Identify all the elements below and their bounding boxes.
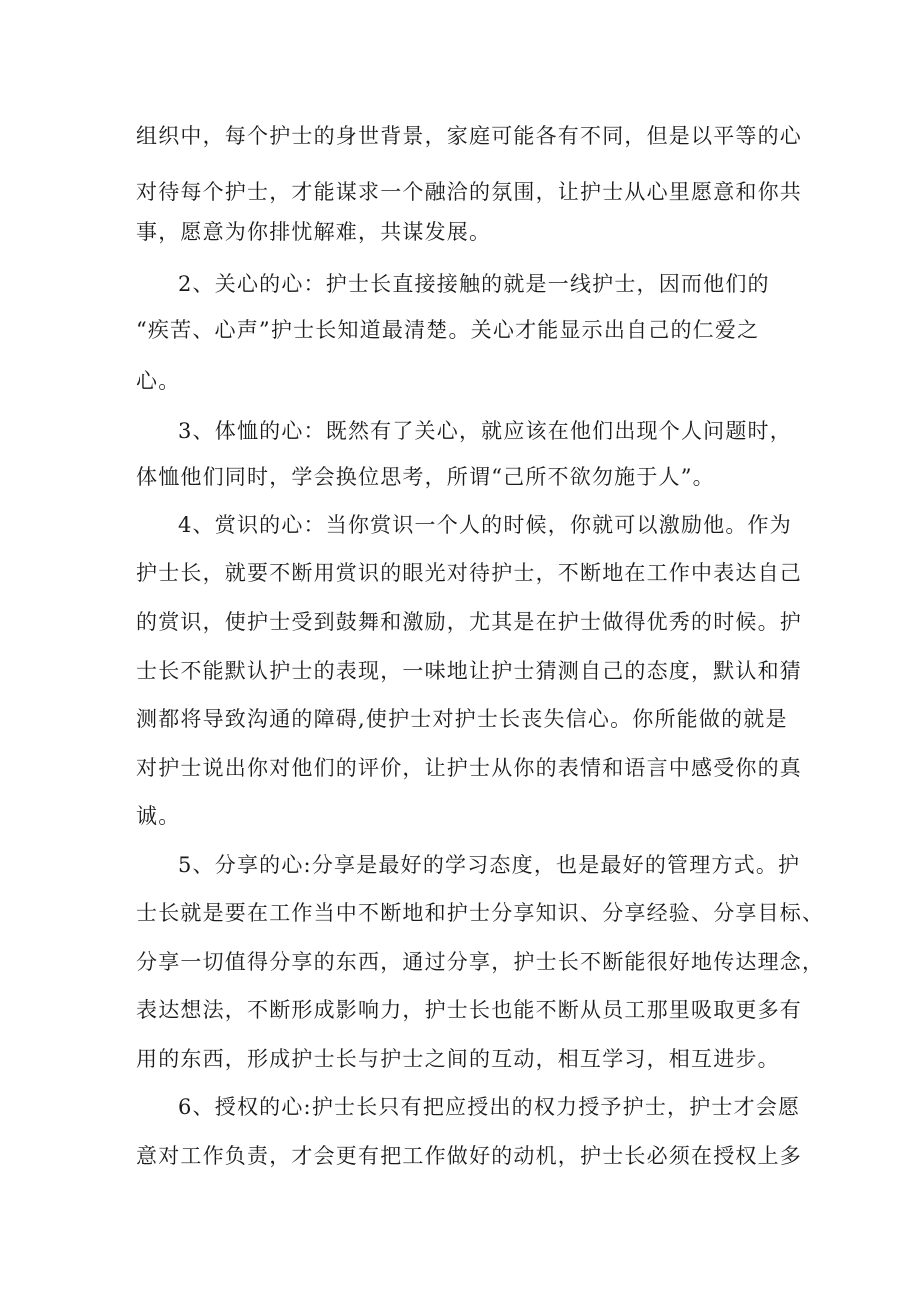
text-line: 组织中，每个护士的身世背景，家庭可能各有不同，但是以平等的心 xyxy=(136,124,802,148)
text-line: 的赏识，使护士受到鼓舞和激励，尤其是在护士做得优秀的时候。护 xyxy=(136,610,802,634)
paragraph-heading-line: 6、授权的心:护士长只有把应授出的权力授予护士，护士才会愿 xyxy=(178,1095,801,1119)
text-line: 心。 xyxy=(136,369,181,393)
text-line: 诚。 xyxy=(136,804,181,828)
text-line: 测都将导致沟通的障碍,使护士对护士长丧失信心。你所能做的就是 xyxy=(136,707,788,731)
text-line: 意对工作负责，才会更有把工作做好的动机，护士长必须在授权上多 xyxy=(136,1144,802,1168)
text-line: 对护士说出你对他们的评价，让护士从你的表情和语言中感受你的真 xyxy=(136,756,802,780)
text-line: “疾苦、心声”护士长知道最清楚。关心才能显示出自己的仁爱之 xyxy=(136,318,760,342)
paragraph-heading-line: 5、分享的心:分享是最好的学习态度，也是最好的管理方式。护 xyxy=(178,853,801,877)
text-line: 分享一切值得分享的东西，通过分享，护士长不断能很好地传达理念， xyxy=(136,950,825,974)
paragraph-heading-line: 2、关心的心：护士长直接接触的就是一线护士，因而他们的 xyxy=(178,272,770,296)
text-line: 表达想法，不断形成影响力，护士长也能不断从员工那里吸取更多有 xyxy=(136,998,802,1022)
text-line: 士长不能默认护士的表现，一味地让护士猜测自己的态度，默认和猜 xyxy=(136,659,802,683)
text-line: 对待每个护士，才能谋求一个融洽的氛围，让护士从心里愿意和你共 xyxy=(136,180,802,204)
text-line: 士长就是要在工作当中不断地和护士分享知识、分享经验、分享目标、 xyxy=(136,901,825,925)
text-line: 体恤他们同时，学会换位思考，所谓“己所不欲勿施于人”。 xyxy=(136,465,715,489)
text-line: 用的东西，形成护士长与护士之间的互动，相互学习，相互进步。 xyxy=(136,1047,780,1071)
paragraph-heading-line: 4、赏识的心：当你赏识一个人的时候，你就可以激励他。作为 xyxy=(178,513,792,537)
paragraph-heading-line: 3、体恤的心：既然有了关心，就应该在他们出现个人问题时， xyxy=(178,419,792,443)
text-line: 护士长，就要不断用赏识的眼光对待护士，不断地在工作中表达自己 xyxy=(136,561,802,585)
text-line: 事，愿意为你排忧解难，共谋发展。 xyxy=(136,220,492,244)
